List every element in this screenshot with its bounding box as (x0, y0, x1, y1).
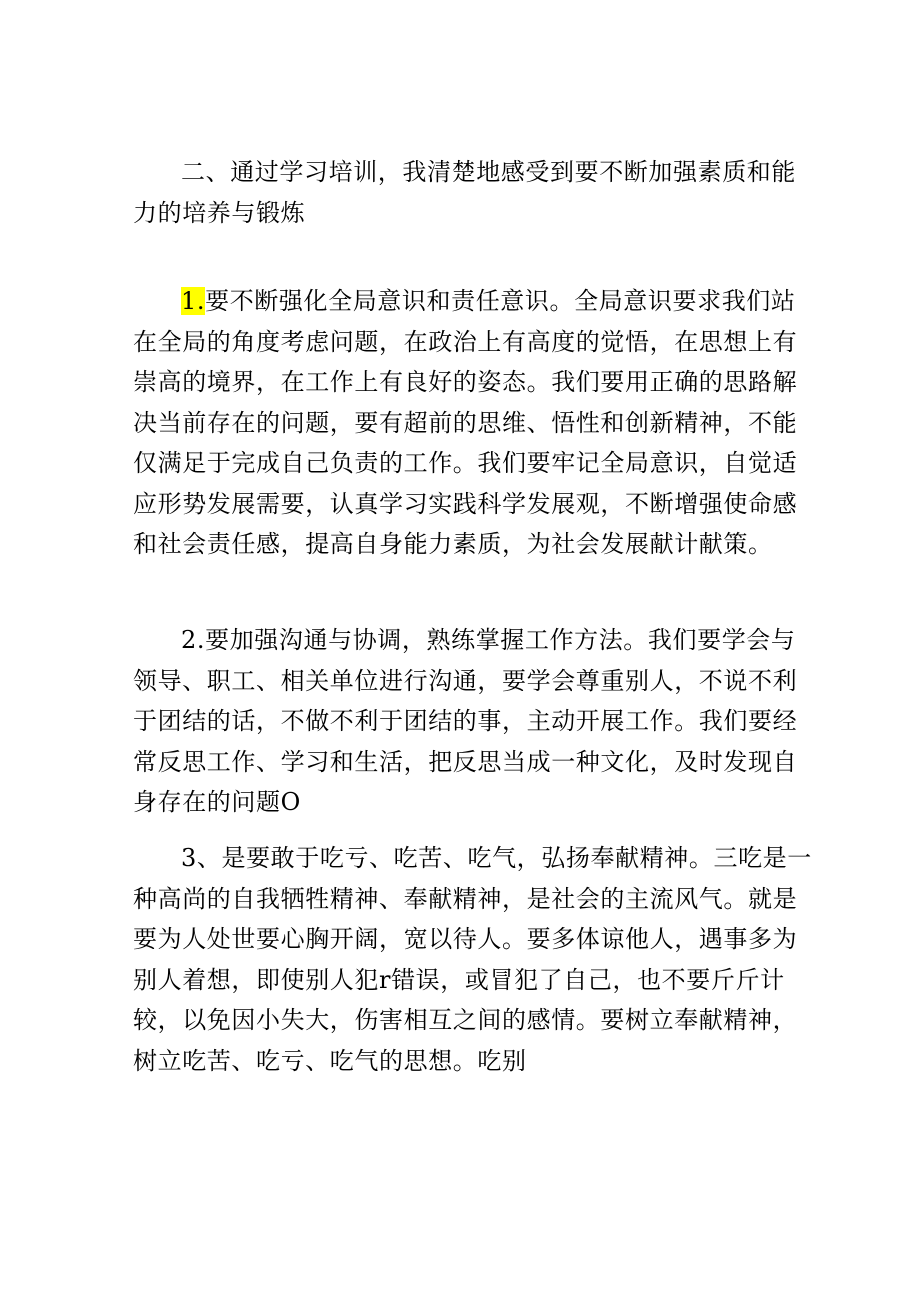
paragraph-2: 2.要加强沟通与协调，熟练掌握工作方法。我们要学会与领导、职工、相关单位进行沟通，要学会尊重别人，不说不利于团结的话，不做不利于团结的事，主动开展工作。我们要经常反思工作、学习和生活，把反思当成一种文化，及时发现自身存在的问题O (133, 626, 798, 816)
paragraph-1 (133, 281, 813, 565)
highlighted-number: 1. (181, 287, 206, 315)
paragraph-3: 3、是要敢于吃亏、吃苦、吃气，弘扬奉献精神。三吃是一种高尚的自我牺牲精神、奉献精神，是社会的主流风气。就是要为人处世要心胸开阔，宽以待人。要多体谅他人，遇事多为别人着想，即使别人犯r错误，或冒犯了自己，也不要斤斤计较，以免因小失大，伤害相互之间的感情。要树立奉献精神，树立吃苦、吃亏、吃气的思想。吃别 (133, 844, 812, 1075)
paragraph-1-text: 要不断强化全局意识和责任意识。全局意识要求我们站在全局的角度考虑问题，在政治上有高度的觉悟，在思想上有崇高的境界，在工作上有良好的姿态。我们要用正确的思路解决当前存在的问题，要有超前的思维、悟性和创新精神，不能仅满足于完成自己负责的工作。我们要牢记全局意识，自觉适应形势发展需要，认真学习实践科学发展观，不断增强使命感和社会责任感，提高自身能力素质，为社会发展献计献策。 (133, 287, 798, 558)
section-heading: 二、通过学习培训，我清楚地感受到要不断加强素质和能力的培养与锻炼 (133, 158, 796, 227)
